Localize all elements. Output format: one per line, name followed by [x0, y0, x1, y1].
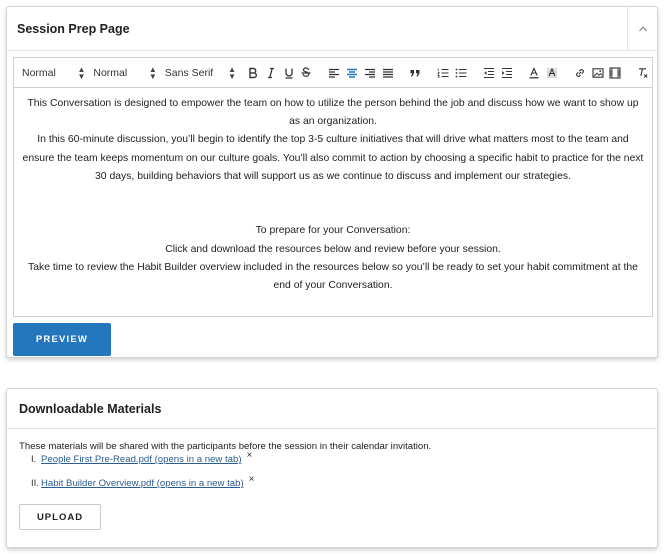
bold-icon	[247, 67, 259, 79]
header-select-value: Normal	[22, 66, 56, 79]
select-arrows-icon: ▲ ▼	[228, 64, 237, 81]
content-paragraph: In this 60-minute discussion, you’ll begin to identify the top 3-5 culture initiatives that will drive what matters most to the team and ensure the team keeps momentum on our culture goals. You’ll also commit to action by choosing a specific habit to practice for the next 30 days, building behaviors that will support us as we continue to discuss and implement our strategies.	[22, 134, 644, 182]
align-left-icon	[328, 67, 340, 79]
size-select[interactable]	[93, 66, 156, 80]
size-select-value: Normal	[93, 66, 128, 79]
background-color-button[interactable]	[543, 64, 561, 82]
video-icon	[609, 67, 621, 79]
text-color-icon	[528, 67, 540, 79]
align-justify-button[interactable]	[379, 64, 397, 82]
font-select-value: Sans Serif	[164, 66, 214, 79]
material-link[interactable]: Habit Builder Overview.pdf (opens in a new tab)	[41, 478, 244, 489]
content-paragraph	[22, 204, 644, 222]
session-prep-header	[7, 7, 657, 51]
strikethrough-button[interactable]	[298, 64, 316, 82]
rich-text-editor	[13, 57, 653, 317]
content-paragraph: Click and download the resources below and review before your session.	[165, 243, 501, 255]
highlight-icon	[546, 67, 558, 79]
downloadable-materials-card	[6, 388, 658, 548]
content-paragraph: Take time to review the Habit Builder overview included in the resources below so you’ll be ready to set your habit commitment at the end of your Conversation.	[28, 261, 638, 291]
indent-icon	[501, 67, 513, 79]
outdent-icon	[483, 67, 495, 79]
ordered-list-button[interactable]	[434, 64, 452, 82]
materials-body	[7, 429, 657, 530]
underline-icon	[283, 67, 295, 79]
preview-button[interactable]: PREVIEW	[13, 323, 111, 356]
session-prep-card	[6, 6, 658, 358]
bold-button[interactable]	[244, 64, 262, 82]
materials-list	[19, 450, 645, 502]
header-select[interactable]	[22, 66, 85, 80]
align-right-button[interactable]	[361, 64, 379, 82]
editor-toolbar	[14, 58, 652, 88]
editor-content[interactable]	[14, 88, 652, 302]
link-button[interactable]	[571, 64, 589, 82]
content-paragraph: This Conversation is designed to empower the team on how to utilize the person behind the job and discuss how we want to show up as an organization.	[27, 98, 639, 128]
material-item	[19, 474, 645, 502]
italic-icon	[265, 67, 277, 79]
materials-title: Downloadable Materials	[19, 401, 162, 416]
chevron-up-icon	[638, 24, 648, 34]
link-icon	[574, 67, 586, 79]
remove-icon[interactable]: ×	[248, 474, 255, 485]
align-center-button[interactable]	[343, 64, 361, 82]
text-color-button[interactable]	[525, 64, 543, 82]
underline-button[interactable]	[280, 64, 298, 82]
strikethrough-icon	[300, 67, 312, 79]
image-icon	[592, 67, 604, 79]
select-arrows-icon: ▲ ▼	[77, 64, 86, 81]
image-button[interactable]	[589, 64, 607, 82]
upload-button[interactable]: UPLOAD	[19, 504, 101, 530]
ordered-list-icon	[437, 67, 449, 79]
page-title: Session Prep Page	[17, 21, 130, 36]
align-right-icon	[364, 67, 376, 79]
materials-header	[7, 389, 657, 429]
video-button[interactable]	[607, 64, 625, 82]
materials-description: These materials will be shared with the participants before the session in their calendar invitation.	[19, 441, 432, 452]
clear-format-icon	[637, 67, 649, 79]
italic-button[interactable]	[262, 64, 280, 82]
remove-icon[interactable]: ×	[246, 450, 253, 461]
outdent-button[interactable]	[480, 64, 498, 82]
material-link[interactable]: People First Pre-Read.pdf (opens in a new tab)	[41, 454, 242, 465]
material-number: II.	[31, 478, 39, 489]
clear-format-button[interactable]	[634, 64, 652, 82]
material-number: I.	[31, 454, 37, 465]
content-paragraph	[22, 186, 644, 204]
bullet-list-icon	[455, 67, 467, 79]
quote-icon	[409, 67, 421, 79]
select-arrows-icon: ▲ ▼	[148, 64, 157, 81]
blockquote-button[interactable]	[406, 64, 424, 82]
bullet-list-button[interactable]	[452, 64, 470, 82]
align-justify-icon	[382, 67, 394, 79]
align-left-button[interactable]	[325, 64, 343, 82]
indent-button[interactable]	[498, 64, 516, 82]
material-item	[19, 450, 645, 478]
font-select[interactable]	[165, 66, 236, 80]
collapse-button[interactable]	[627, 7, 657, 51]
content-paragraph: To prepare for your Conversation:	[255, 225, 411, 237]
align-center-icon	[346, 67, 358, 79]
